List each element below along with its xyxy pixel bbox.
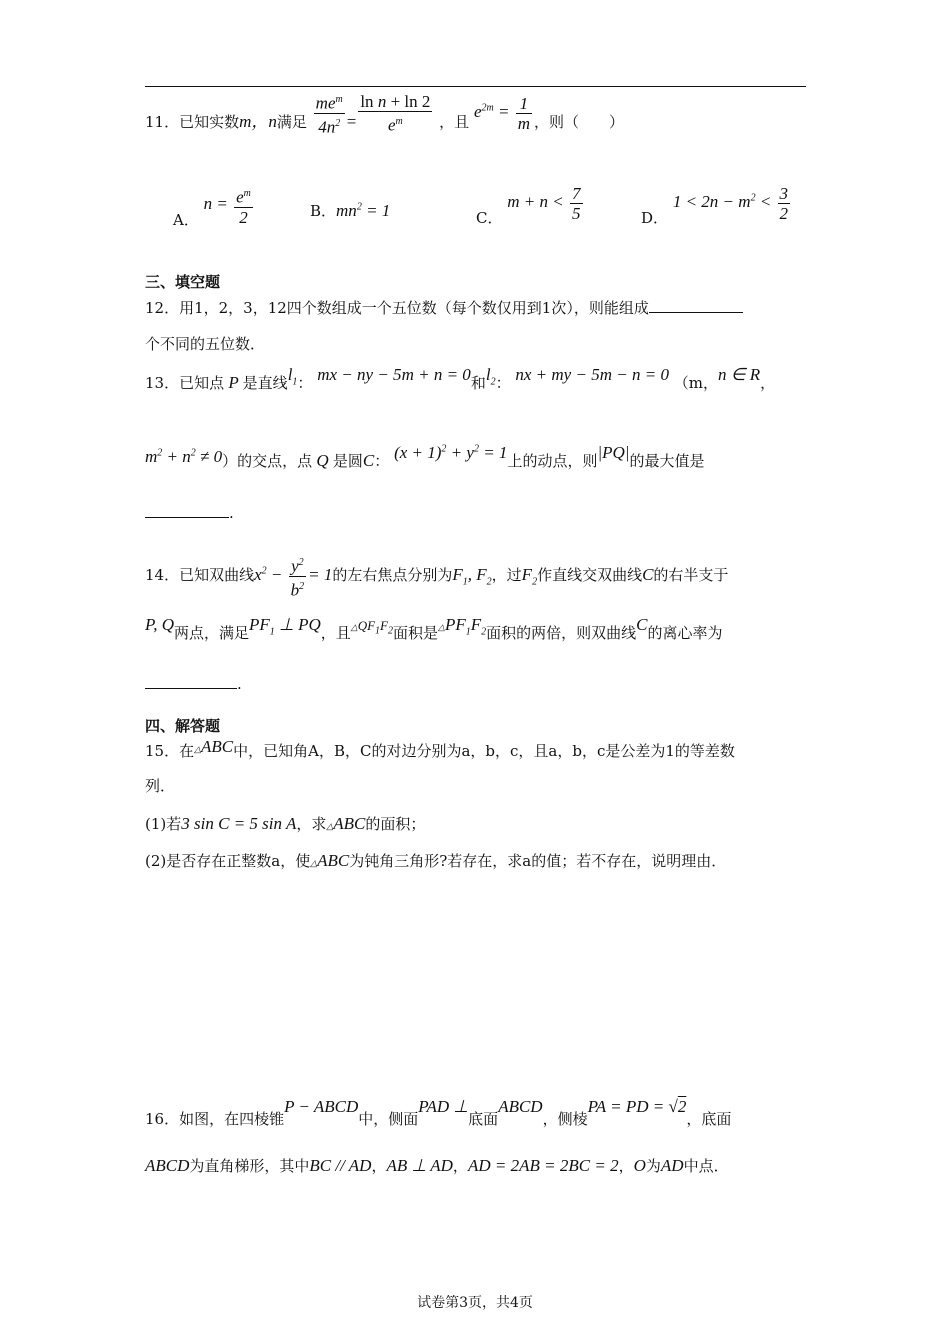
q14-end: . [237,675,242,693]
q14-mid7: 面积的两倍，则双曲线 [486,624,637,642]
line-l2-equation: nx + my − 5m − n = 0 [515,365,669,384]
q14-mid2: ，过 [491,566,522,585]
q13-answer-blank[interactable] [145,517,229,518]
question-16 [145,1096,732,1128]
point-p: P [224,373,243,392]
q13-end: . [229,504,234,522]
q14-tail1: 的右半支于 [653,566,729,585]
triangle-abc: △ABC [194,737,234,756]
q16-mid1: 中，侧面 [358,1110,419,1128]
q12-line2: 个不同的五位数． [145,335,266,353]
q13-tail1: ， [760,374,776,392]
q11-eq1-lhs: $\frac{me^m}{4n^2}$ [314,90,345,136]
segment-ad: AD [660,1156,684,1175]
base-abcd: ABCD [498,1097,543,1116]
question-11: 11．已知实数m，n满足 $\frac{me^m}{4n^2}$ = $\frac{\text{ln n + ln 2}}{e^m}$ ，且 $e^{2m}$ = $\frac{1}{m}$ ，则（ ） [145,91,625,137]
q13-mid2: ）的交点，点 [222,452,313,470]
hyperbola-equation: $x^2$ − $\frac{y^2}{b^2}$ = 1 [254,565,332,584]
triangle-pf1f2: $\triangle PF_1F_2$ [438,615,487,638]
q15-p1a: (1)若 [145,815,182,833]
hyperbola-c: C [642,565,654,585]
q16-tail2: 中点． [683,1157,729,1175]
perpendicular-condition: $PF_1$ ⊥ PQ [249,615,321,638]
q13-tail2: 的最大值是 [629,452,705,470]
q13-colon: ： [297,374,313,392]
q15-line1b: 中，已知角A，B，C的对边分别为a，b，c，且a，b，c是公差为1的等差数 [233,742,735,760]
q13-mid4: 上的动点，则 [507,452,598,470]
section-heading-fill-in: 三、填空题 [145,273,221,291]
option-c-label: C． [476,209,503,228]
pq-abs: |PQ| [597,443,630,462]
edge-condition: PA = PD = √2 [587,1097,687,1116]
q13-line2 [145,443,705,471]
q15-p1b: ，求 [296,815,327,833]
q16-c1: ， [371,1157,387,1175]
q15-line2: 列． [145,777,176,795]
q13-colon3: ： [374,452,390,470]
triangle-abc-2: △ABC [326,814,366,833]
q11-vars: m，n [239,112,277,132]
option-b-label: B． [310,202,337,220]
q16-line2 [145,1155,729,1176]
q13-mid1: 是直线 [242,374,288,392]
q14-answer-line [145,675,242,693]
line-l1-equation: mx − ny − 5m + n = 0 [317,365,471,384]
base-abcd-2: ABCD [145,1156,190,1175]
q14-tail2: 的离心率为 [647,624,723,642]
question-14 [145,553,728,599]
q11-option-d [641,184,792,228]
q16-mid4: 为直角梯形，其中 [189,1157,310,1175]
q14-mid5: ，且 [320,624,351,642]
q16-c3: ， [618,1157,634,1175]
q11-option-c [476,184,585,228]
length-condition: AD = 2AB = 2BC = 2 [467,1156,619,1175]
option-b-formula: $mn^2 = 1$ [336,201,391,220]
q11-tail: ，则（ ） [534,113,625,132]
q13-colon2: ： [495,374,511,392]
focus-f2: $F_2$ [521,565,538,588]
q14-answer-blank[interactable] [145,688,237,689]
ab-perp-ad: AB ⊥ AD [386,1156,453,1175]
q14-mid4: 两点，满足 [173,624,249,642]
point-o: O [633,1156,646,1175]
q16-c2: ， [452,1157,468,1175]
q13-mid3: 是圆 [332,452,363,470]
points-pq: P, Q [145,615,174,634]
header-rule [145,86,806,87]
sine-condition: 3 sin C = 5 sin A [181,814,297,833]
q11-option-a [173,184,255,230]
q15-part2 [145,850,726,871]
q11-eq1-rhs: $\frac{\text{ln n + ln 2}}{e^m}$ [360,91,431,135]
q16-prefix: 16．如图，在四棱锥 [145,1110,285,1128]
q14-mid3: 作直线交双曲线 [537,566,643,585]
q15-p2a: (2)是否存在正整数a，使 [145,852,311,870]
line-l1: $l_1$ [287,365,298,388]
q16-tail1: ，底面 [686,1110,732,1128]
q11-option-b [310,200,390,221]
q13-answer-line [145,504,234,522]
circle-equation: $(x + 1)^2 + y^2 = 1$ [394,443,508,462]
q15-part1 [145,813,425,834]
q13-paren: （m， [673,374,718,392]
q14-mid1: 的左右焦点分别为 [332,566,453,585]
triangle-qf1f2: $\triangle QF_1F_2$ [350,618,393,637]
bc-parallel-ad: BC // AD [309,1156,372,1175]
q15-p1c: 的面积； [365,815,426,833]
option-d-formula: $1 < 2n - m^2$ < $\frac{3}{2}$ [672,184,789,223]
mn-condition: $m^2 + n^2 \ne 0$ [145,447,223,466]
q14-mid6: 面积是 [393,624,439,642]
q12-line1: 12．用1，2，3，12四个数组成一个五位数（每个数仅用到1次），则能组成 [145,299,649,317]
q16-mid2: 底面 [468,1110,499,1128]
q15-p2b: 为钝角三角形?若存在，求a的值；若不存在，说明理由． [349,852,727,870]
n-in-r: n ∈ R [717,365,761,384]
q11-and: ，且 [439,113,470,132]
hyperbola-c2: C [636,615,648,634]
page-footer: 试卷第3页，共4页 [417,1295,533,1311]
q13-prefix: 13．已知点 [145,374,225,392]
q14-prefix: 14．已知双曲线 [145,566,255,585]
face-pad-perp: PAD ⊥ [418,1097,469,1116]
question-15 [145,737,735,761]
q16-mid5: 为 [645,1157,661,1175]
option-c-formula: m + n < $\frac{7}{5}$ [507,184,581,223]
point-q: Q [312,451,333,470]
option-d-label: D． [641,209,669,228]
foci-f1-f2: $F_1$, $F_2$ [452,565,492,588]
section-heading-solutions: 四、解答题 [145,717,221,735]
q14-line2 [145,615,723,645]
q13-and: 和 [470,374,486,392]
line-l2: $l_2$ [485,365,496,388]
pyramid-p-abcd: P − ABCD [284,1097,359,1116]
q11-prefix: 11．已知实数 [145,113,240,132]
option-a-label: A． [173,211,199,230]
q11-eq2: $e^{2m}$ = $\frac{1}{m}$ [473,93,530,133]
question-12 [145,297,743,318]
q15-line1a: 15．在 [145,742,195,760]
question-13 [145,365,776,395]
q11-mid: 满足 [276,113,307,132]
q16-mid3: ，侧棱 [542,1110,588,1128]
q12-answer-blank[interactable] [649,312,743,313]
circle-c: C [362,451,375,470]
option-a-formula: n = $\frac{e^m}{2}$ [204,194,255,213]
triangle-abc-3: △ABC [310,851,350,870]
